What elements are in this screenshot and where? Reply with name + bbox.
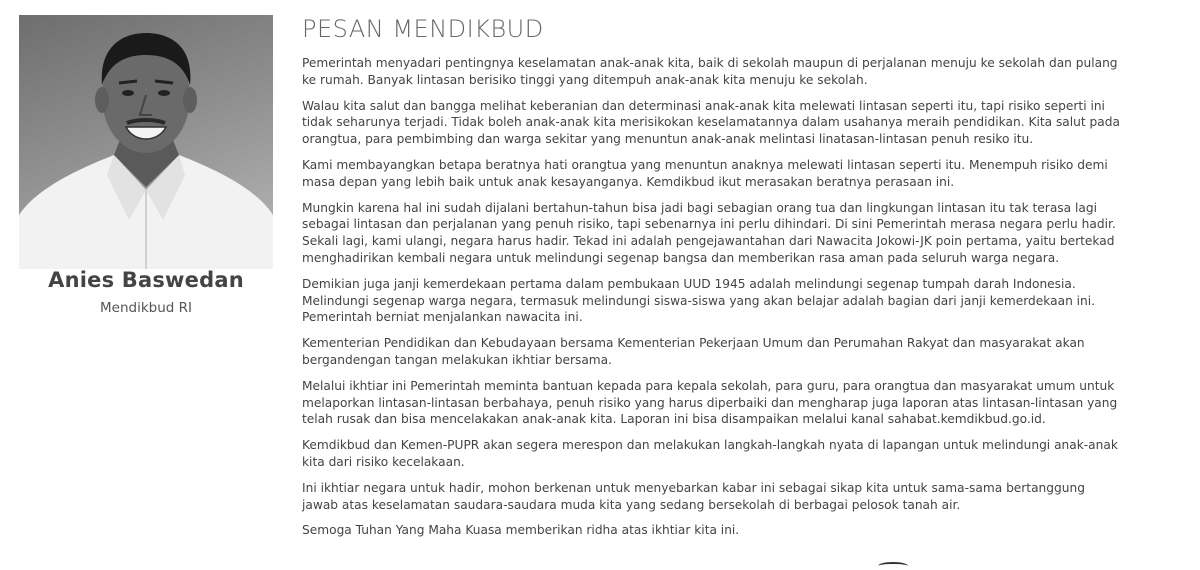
page-title: PESAN MENDIKBUD [302, 15, 544, 43]
profile-name: Anies Baswedan [48, 268, 244, 292]
profile-role: Mendikbud RI [100, 300, 192, 316]
paragraph: Ini ikhtiar negara untuk hadir, mohon berkenan untuk menyebarkan kabar ini sebagai sikap kita untuk sama-sama bertanggung jawab atas keselamatan saudara-saudara muda kita yang sedang bersekolah di berbagai pelosok tanah air. [302, 480, 1085, 512]
paragraph: Semoga Tuhan Yang Maha Kuasa memberikan ridha atas ikhtiar kita ini. [302, 523, 740, 538]
paragraph: Kami membayangkan betapa beratnya hati orangtua yang menuntun anaknya melewati lintasan seperti itu. Menempuh risiko demi masa depan yang lebih baik untuk anak kesayanganya. Kemdikbud ikut merasakan beratnya perasaan ini. [302, 157, 1108, 189]
cropped-text-fragment [878, 562, 908, 570]
article-body [302, 55, 1122, 548]
profile-photo [19, 15, 273, 269]
paragraph: Melalui ikhtiar ini Pemerintah meminta bantuan kepada para kepala sekolah, para guru, para orangtua dan masyarakat umum untuk melaporkan lintasan-lintasan berbahaya, penuh risiko yang harus diperbaiki dan mengharap juga laporan atas lintasan-lintasan yang telah rusak dan bisa mencelakakan anak-anak kita. Laporan ini bisa disampaikan melalui kanal sahabat.kemdikbud.go.id. [302, 378, 1118, 427]
paragraph: Kementerian Pendidikan dan Kebudayaan bersama Kementerian Pekerjaan Umum dan Perumahan Rakyat dan masyarakat akan bergandengan tangan melakukan ikhtiar bersama. [302, 336, 1085, 367]
paragraph: Kemdikbud dan Kemen-PUPR akan segera merespon dan melakukan langkah-langkah nyata di lapangan untuk melindungi anak-anak kita dari risiko kecelakaan. [302, 438, 1118, 469]
paragraph: Walau kita salut dan bangga melihat keberanian dan determinasi anak-anak kita melewati lintasan seperti itu, tapi risiko seperti ini tidak seharunya terjadi. Tidak boleh anak-anak kita merisikokan keselamatannya dalam usahanya meraih pendidikan. Kita salut pada orangtua, para pembimbing dan warga sekitar yang menuntun anak-anak melintasi linatasan-lintasan penuh resiko itu. [302, 98, 1120, 147]
paragraph: Mungkin karena hal ini sudah dijalani bertahun-tahun bisa jadi bagi sebagian orang tua dan lingkungan lintasan itu tak terasa lagi sebagai lintasan dan perjalanan yang penuh risiko, tapi sebenarnya ini perlu dihindari. Di sini Pemerintah merasa negara perlu hadir. Sekali lagi, kami ulangi, negara harus hadir. Tekad ini adalah pengejawantahan dari Nawacita Jokowi-JK poin pertama, yaitu bertekad menghadirikan kembali negara untuk melindungi segenap bangsa dan memberikan rasa aman pada seluruh warga negara. [302, 200, 1116, 265]
paragraph: Pemerintah menyadari pentingnya keselamatan anak-anak kita, baik di sekolah maupun di perjalanan menuju ke sekolah dan pulang ke rumah. Banyak lintasan berisiko tinggi yang ditempuh anak-anak kita menuju ke sekolah. [302, 56, 1118, 87]
portrait-illustration [19, 15, 273, 269]
paragraph: Demikian juga janji kemerdekaan pertama dalam pembukaan UUD 1945 adalah melindungi segenap tumpah darah Indonesia. Melindungi segenap warga negara, termasuk melindungi siswa-siswa yang akan belajar adalah bagian dari janji kemerdekaan ini. Pemerintah berniat menjalankan nawacita ini. [302, 276, 1096, 325]
